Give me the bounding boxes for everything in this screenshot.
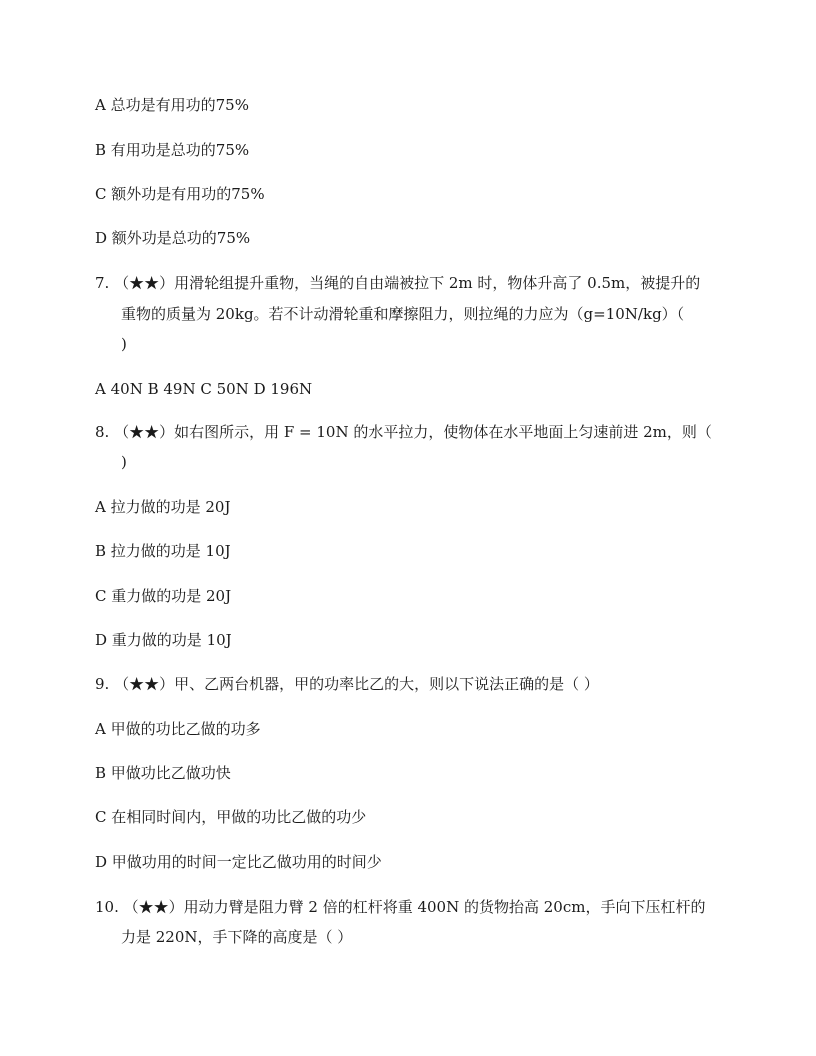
q8-option-b: B 拉力做的功是 10J (95, 542, 231, 560)
q7-stem-line-1: 7. （★★）用滑轮组提升重物，当绳的自由端被拉下 2m 时，物体升高了 0.5m，被提升的 (95, 274, 701, 292)
q8-stem-line-2: ) (121, 453, 127, 471)
q9-option-b: B 甲做功比乙做功快 (95, 764, 231, 782)
q6-option-a: A 总功是有用功的75% (95, 96, 249, 114)
q9-stem: 9. （★★）甲、乙两台机器，甲的功率比乙的大，则以下说法正确的是（ ） (95, 675, 599, 693)
q7-stem-line-2: 重物的质量为 20kg。若不计动滑轮重和摩擦阻力，则拉绳的力应为（g=10N/kg）（ (121, 305, 685, 323)
q8-option-a: A 拉力做的功是 20J (95, 498, 231, 516)
q9-option-d: D 甲做功用的时间一定比乙做功用的时间少 (95, 853, 382, 871)
q6-option-b: B 有用功是总功的75% (95, 141, 250, 159)
q6-option-d: D 额外功是总功的75% (95, 229, 251, 247)
q10-stem-line-2: 力是 220N，手下降的高度是（ ） (121, 928, 353, 946)
q10-stem-line-1: 10. （★★）用动力臂是阻力臂 2 倍的杠杆将重 400N 的货物抬高 20cm，手向下压杠杆的 (95, 898, 706, 916)
q8-option-c: C 重力做的功是 20J (95, 587, 232, 605)
q6-option-c: C 额外功是有用功的75% (95, 185, 265, 203)
q8-stem-line-1: 8. （★★）如右图所示，用 F = 10N 的水平拉力，使物体在水平地面上匀速前进 2m，则（ (95, 423, 712, 441)
q9-option-a: A 甲做的功比乙做的功多 (95, 720, 261, 738)
q8-option-d: D 重力做的功是 10J (95, 631, 232, 649)
q7-stem-line-3: ) (121, 335, 127, 353)
q9-option-c: C 在相同时间内，甲做的功比乙做的功少 (95, 808, 367, 826)
q7-options: A 40N B 49N C 50N D 196N (95, 380, 313, 398)
